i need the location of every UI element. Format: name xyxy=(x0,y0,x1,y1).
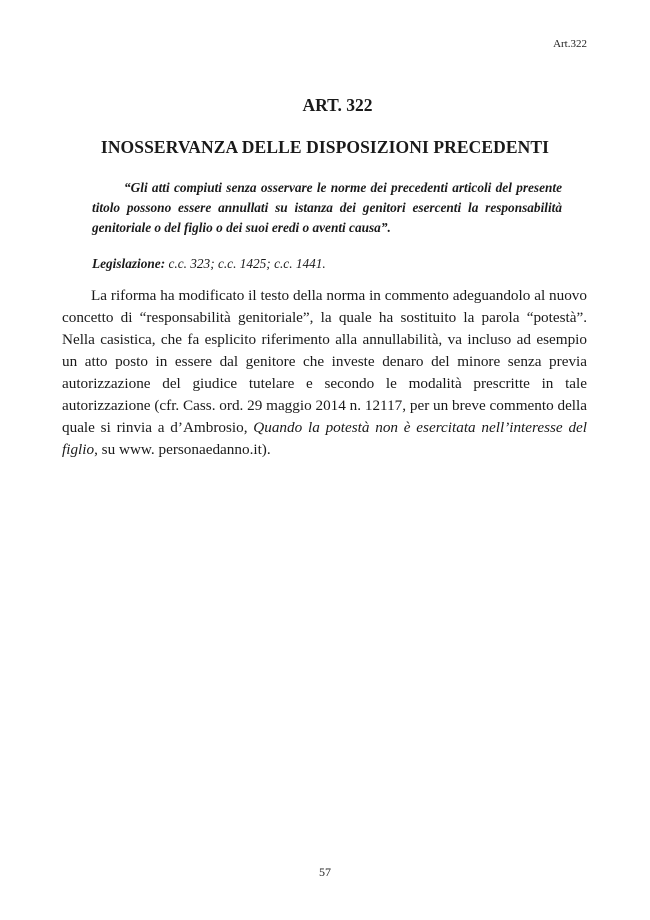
commentary-cited-title: Quando la potestà non è esercitata nell’interesse del figlio xyxy=(62,419,588,458)
legislation-line xyxy=(92,254,562,274)
commentary-text-part2: , su www. personaedanno.it). xyxy=(94,441,271,458)
article-quote: “Gli atti compiuti senza osservare le norme dei precedenti articoli del presente titolo possono essere annullati su istanza dei genitori esercenti la responsabilità genitoriale o del figlio o dei suoi eredi o aventi causa”. xyxy=(92,180,562,235)
article-title: INOSSERVANZA DELLE DISPOSIZIONI PRECEDENTI xyxy=(100,137,550,157)
legislation-label: Legislazione: xyxy=(92,256,166,271)
running-header: Art.322 xyxy=(553,38,587,50)
article-number: ART. 322 xyxy=(302,95,373,115)
commentary-text-part1: La riforma ha modificato il testo della norma in commento adeguandolo al nuovo concetto di “responsabilità genitoriale”, la quale ha sostituito la parola “potestà”. Nella casistica, che fa esplicito riferimento alla annullabilità, va incluso ad esempio un atto posto in essere dal genitore che investe denaro del minore senza previa autorizzazione del giudice tutelare e secondo le modalità prescritte in tale autorizzazione (cfr. Cass. ord. 29 maggio 2014 n. 12117, per un breve commento della quale si rinvia a d’Ambrosio, xyxy=(62,287,587,436)
commentary-paragraph xyxy=(62,285,587,461)
legislation-references: c.c. 323; c.c. 1425; c.c. 1441. xyxy=(168,256,326,271)
page-number: 57 xyxy=(319,865,331,879)
